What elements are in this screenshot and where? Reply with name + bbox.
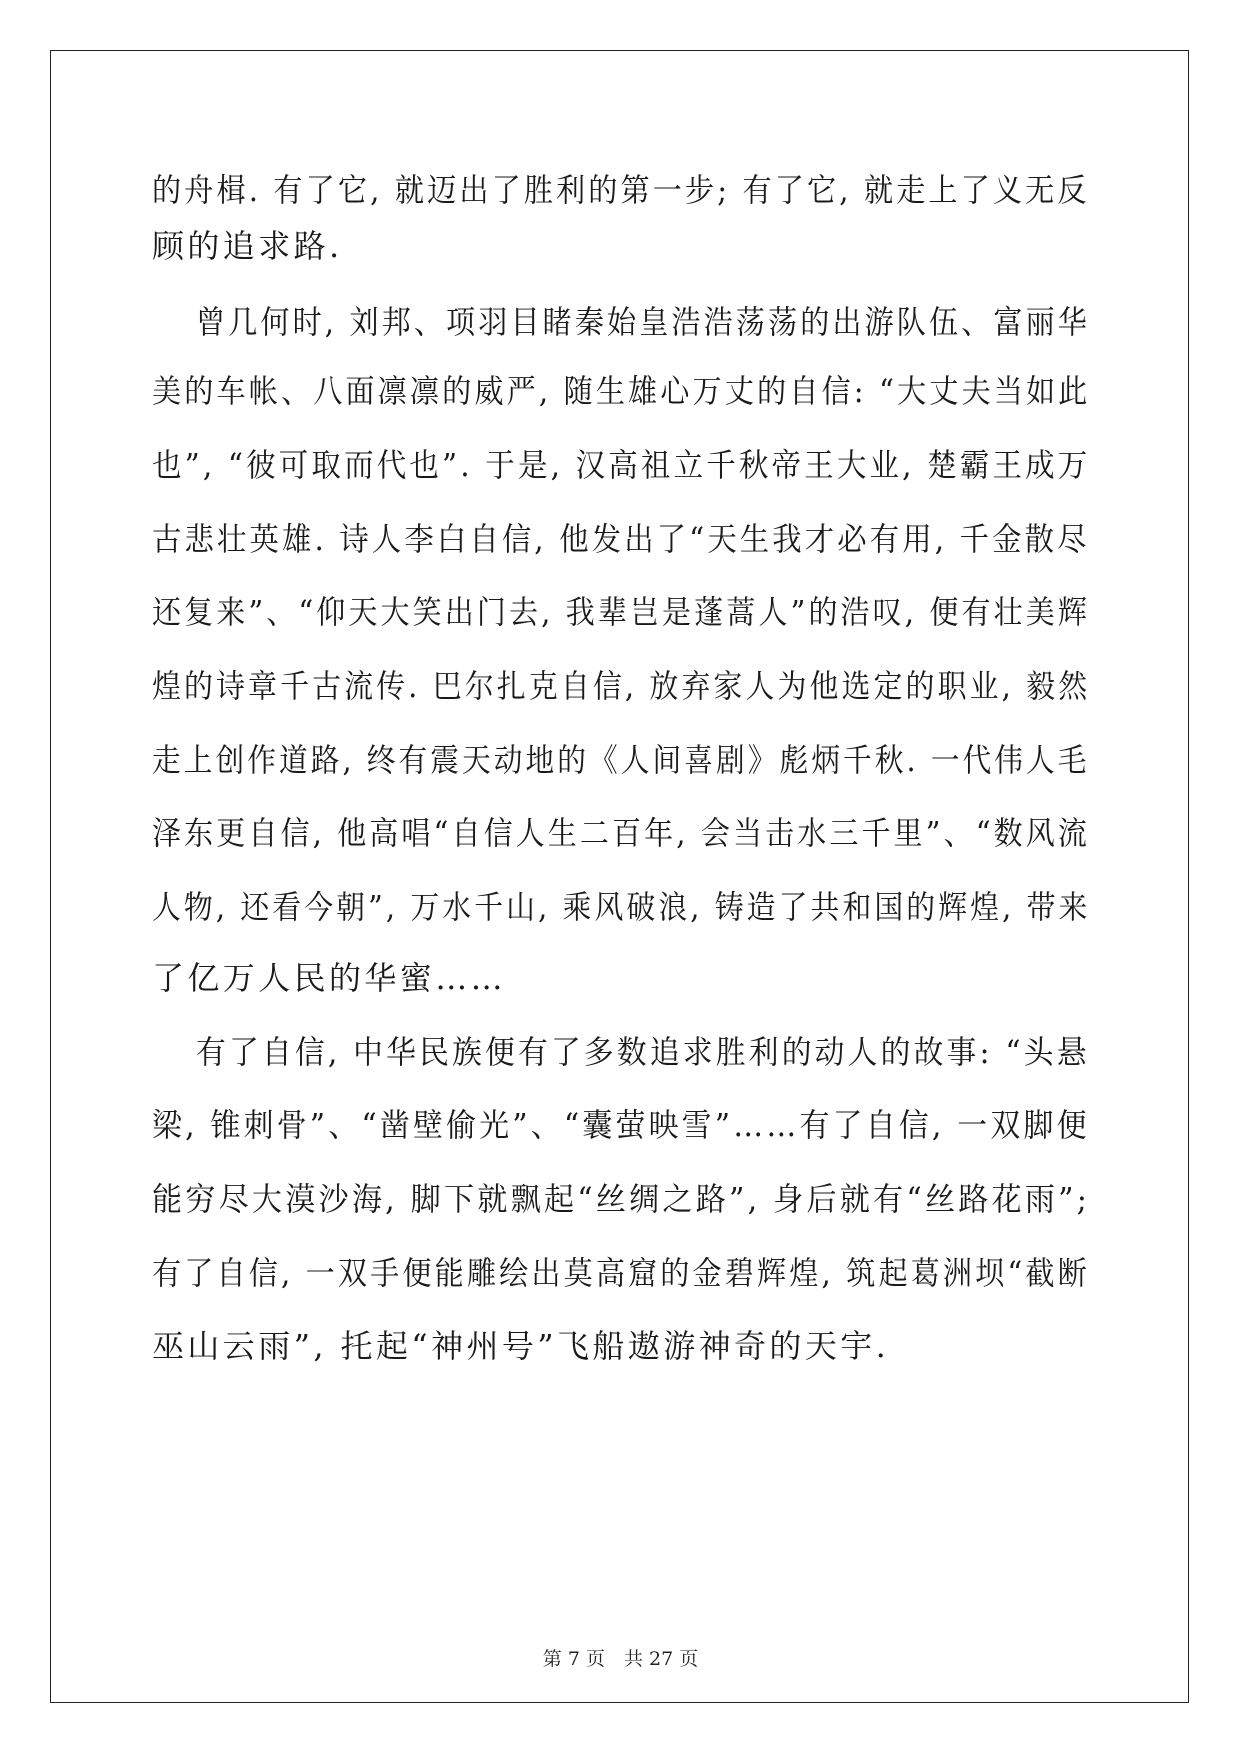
text-line: 有了自信, 一双手便能雕绘出莫高窟的金碧辉煌, 筑起葛洲坝“截断 (152, 1254, 1090, 1292)
paragraph-start-line: 有了自信, 中华民族便有了多数追求胜利的动人的故事: “头悬 (196, 1033, 1090, 1071)
text-line: 泽东更自信, 他高唱“自信人生二百年, 会当击水三千里”、“数风流 (152, 814, 1090, 852)
text-line: 巫山云雨”, 托起“神州号”飞船遨游神奇的天宇. (152, 1327, 890, 1365)
text-line: 走上创作道路, 终有震天动地的《人间喜剧》彪炳千秋. 一代伟人毛 (152, 741, 1090, 779)
text-line: 梁, 锥刺骨”、“凿壁偷光”、“囊萤映雪”……有了自信, 一双脚便 (152, 1106, 1090, 1144)
text-line: 人物, 还看今朝”, 万水千山, 乘风破浪, 铸造了共和国的辉煌, 带来 (152, 888, 1091, 926)
text-line: 的舟楫. 有了它, 就迈出了胜利的第一步; 有了它, 就走上了义无反 (152, 171, 1090, 209)
text-line: 还复来”、“仰天大笑出门去, 我辈岂是蓬蒿人”的浩叹, 便有壮美辉 (152, 593, 1090, 631)
text-line: 顾的追求路. (152, 227, 343, 265)
text-line: 能穷尽大漠沙海, 脚下就飘起“丝绸之路”, 身后就有“丝路花雨”; (152, 1180, 1091, 1218)
text-line: 了亿万人民的华蜜…… (152, 959, 507, 997)
paragraph-start-line: 曾几何时, 刘邦、项羽目睹秦始皇浩浩荡荡的出游队伍、富丽华 (196, 303, 1090, 341)
text-line: 也”, “彼可取而代也”. 于是, 汉高祖立千秋帝王大业, 楚霸王成万 (152, 446, 1091, 484)
text-line: 美的车帐、八面凛凛的威严, 随生雄心万丈的自信: “大丈夫当如此 (152, 372, 1091, 410)
page-border (50, 50, 1189, 1703)
text-line: 煌的诗章千古流传. 巴尔扎克自信, 放弃家人为他选定的职业, 毅然 (152, 667, 1091, 705)
text-line: 古悲壮英雄. 诗人李白自信, 他发出了“天生我才必有用, 千金散尽 (152, 520, 1090, 558)
page-number: 第 7 页 共 27 页 (542, 1648, 699, 1670)
